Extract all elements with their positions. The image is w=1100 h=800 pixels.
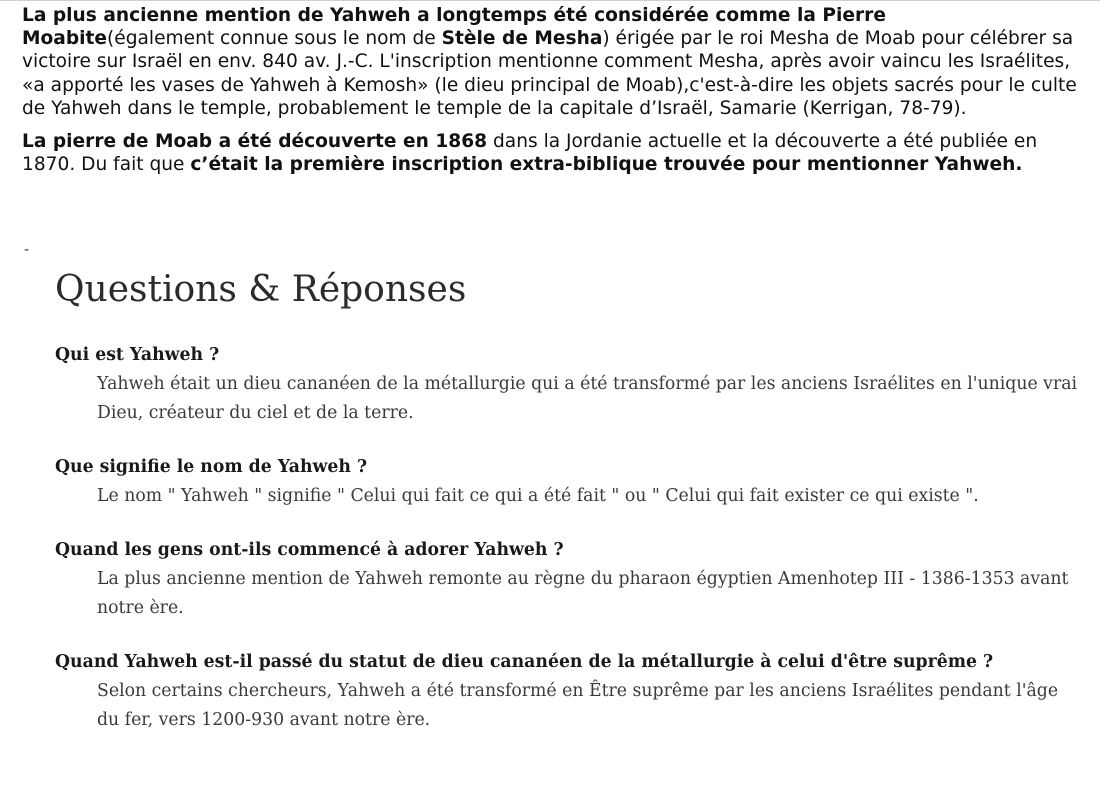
qa-item (55, 536, 1085, 623)
intro-p1-bold-1: La plus ancienne mention de Yahweh a longtemps été considérée comme la Pierre Moabite (22, 5, 886, 50)
intro-p1-text-2: ) érigée par le roi Mesha de Moab pour célébrer sa victoire sur Israël en env. 840 av. J.-C. L'inscription mentionne comment Mesha, après avoir vaincu les Israélites, «a apporté les vases de Yahweh à Kemosh» (le dieu principal de Moab),c'est-à-dire les objets sacrés pour le culte de Yahweh dans le temple, probablement le temple de la capitale d’Israël, Samarie (Kerrigan, 78-79). (22, 28, 1077, 119)
qa-answer: Yahweh était un dieu cananéen de la métallurgie qui a été transformé par les anciens Israélites en l'unique vrai Dieu, créateur du ciel et de la terre. (97, 374, 1078, 423)
qa-heading: Questions & Réponses (55, 269, 467, 310)
qa-question: Qui est Yahweh ? (55, 345, 220, 365)
qa-item (55, 648, 1085, 735)
qa-question: Quand les gens ont-ils commencé à adorer Yahweh ? (55, 540, 564, 560)
qa-answer: Selon certains chercheurs, Yahweh a été transformé en Être suprême par les anciens Israélites pendant l'âge du fer, vers 1200-930 avant notre ère. (97, 681, 1059, 730)
qa-item (55, 341, 1085, 428)
intro-text (22, 4, 1082, 176)
separator-dash: - (24, 242, 30, 258)
intro-paragraph-moabite-stone (22, 4, 1082, 120)
intro-p1-text-1: (également connue sous le nom de (107, 28, 442, 50)
qa-section (55, 266, 1085, 735)
qa-answer: Le nom " Yahweh " signifie " Celui qui fait ce qui a été fait " ou " Celui qui fait exister ce qui existe ". (97, 486, 979, 506)
intro-paragraph-discovery (22, 130, 1082, 176)
qa-answer: La plus ancienne mention de Yahweh remonte au règne du pharaon égyptien Amenhotep III - 1386-1353 avant notre ère. (97, 569, 1069, 618)
intro-p1-bold-2: Stèle de Mesha (441, 28, 603, 50)
intro-p2-text-1: dans la Jordanie actuelle et la découverte a été publiée en 1870. Du fait que (22, 131, 1038, 176)
qa-question: Que signifie le nom de Yahweh ? (55, 457, 368, 477)
intro-p2-bold-1: La pierre de Moab a été découverte en 1868 (22, 131, 488, 153)
qa-question: Quand Yahweh est-il passé du statut de dieu cananéen de la métallurgie à celui d'être suprême ? (55, 652, 994, 672)
qa-item (55, 453, 1085, 511)
intro-p2-bold-2: c’était la première inscription extra-biblique trouvée pour mentionner Yahweh. (190, 154, 1023, 176)
top-divider (0, 0, 1100, 1)
